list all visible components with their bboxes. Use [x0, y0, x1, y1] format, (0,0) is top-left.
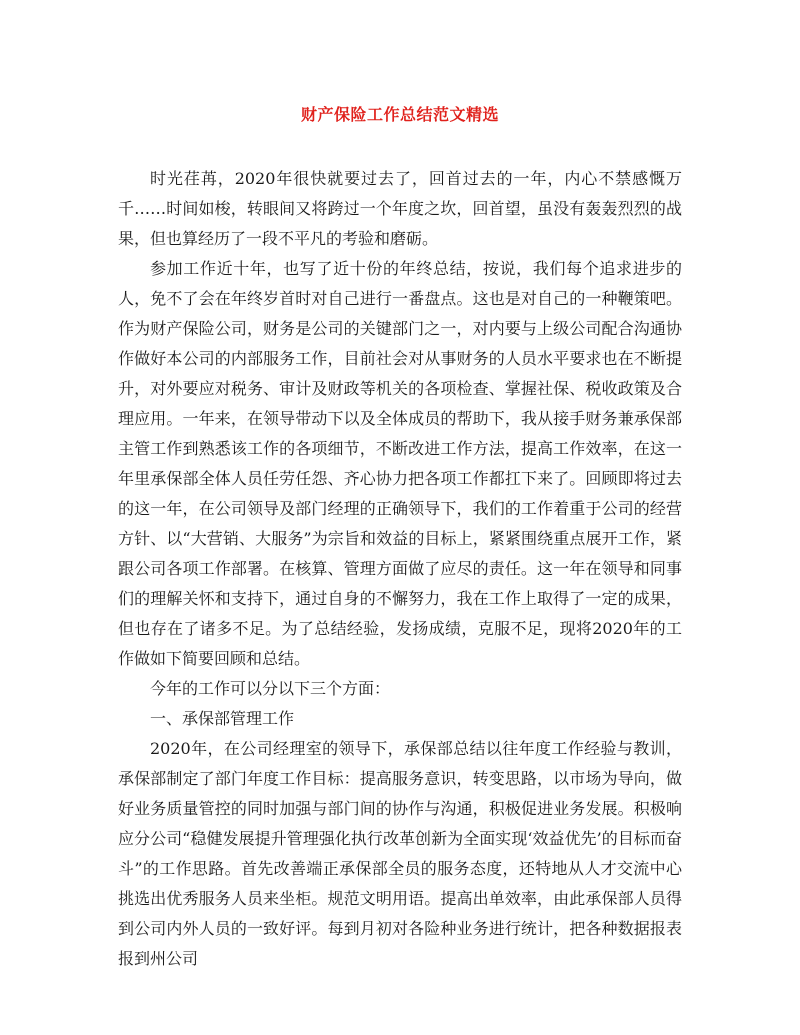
document-body	[118, 164, 682, 974]
section-heading-underwriting: 一、承保部管理工作	[150, 709, 295, 728]
paragraph-intro: 时光荏苒，2020年很快就要过去了，回首过去的一年，内心不禁感慨万千……时间如梭，转眼间又将跨过一个年度之坎，回首望，虽没有轰轰烈烈的战果，但也算经历了一段不平凡的考验和磨砺。	[118, 169, 682, 248]
document-title: 财产保险工作总结范文精选	[300, 105, 499, 124]
paragraph-overview: 参加工作近十年，也写了近十份的年终总结，按说，我们每个追求进步的人，免不了会在年终岁首时对自己进行一番盘点。这也是对自己的一种鞭策吧。作为财产保险公司，财务是公司的关键部门之一，对内要与上级公司配合沟通协作做好本公司的内部服务工作，目前社会对从事财务的人员水平要求也在不断提升，对外要应对税务、审计及财政等机关的各项检查、掌握社保、税收政策及合理应用。一年来，在领导带动下以及全体成员的帮助下，我从接手财务兼承保部主管工作到熟悉该工作的各项细节，不断改进工作方法，提高工作效率，在这一年里承保部全体人员任劳任怨、齐心协力把各项工作都扛下来了。回顾即将过去的这一年，在公司领导及部门经理的正确领导下，我们的工作着重于公司的经营方针、以“大营销、大服务”为宗旨和效益的目标上，紧紧围绕重点展开工作，紧跟公司各项工作部署。在核算、管理方面做了应尽的责任。这一年在领导和同事们的理解关怀和支持下，通过自身的不懈努力，我在工作上取得了一定的成果，但也存在了诸多不足。为了总结经验，发扬成绩，克服不足，现将2020年的工作做如下简要回顾和总结。	[118, 259, 682, 668]
paragraph-aspects: 今年的工作可以分以下三个方面：	[150, 679, 391, 698]
paragraph-underwriting: 2020年，在公司经理室的领导下，承保部总结以往年度工作经验与教训，承保部制定了部门年度工作目标：提高服务意识，转变思路，以市场为导向，做好业务质量管控的同时加强与部门间的协作与沟通，积极促进业务发展。积极响应分公司“稳健发展提升管理强化执行改革创新为全面实现‘效益优先’的目标而奋斗”的工作思路。首先改善端正承保部全员的服务态度，还特地从人才交流中心挑选出优秀服务人员来坐柜。规范文明用语。提高出单效率，由此承保部人员得到公司内外人员的一致好评。每到月初对各险种业务进行统计，把各种数据报表报到州公司	[118, 739, 682, 968]
